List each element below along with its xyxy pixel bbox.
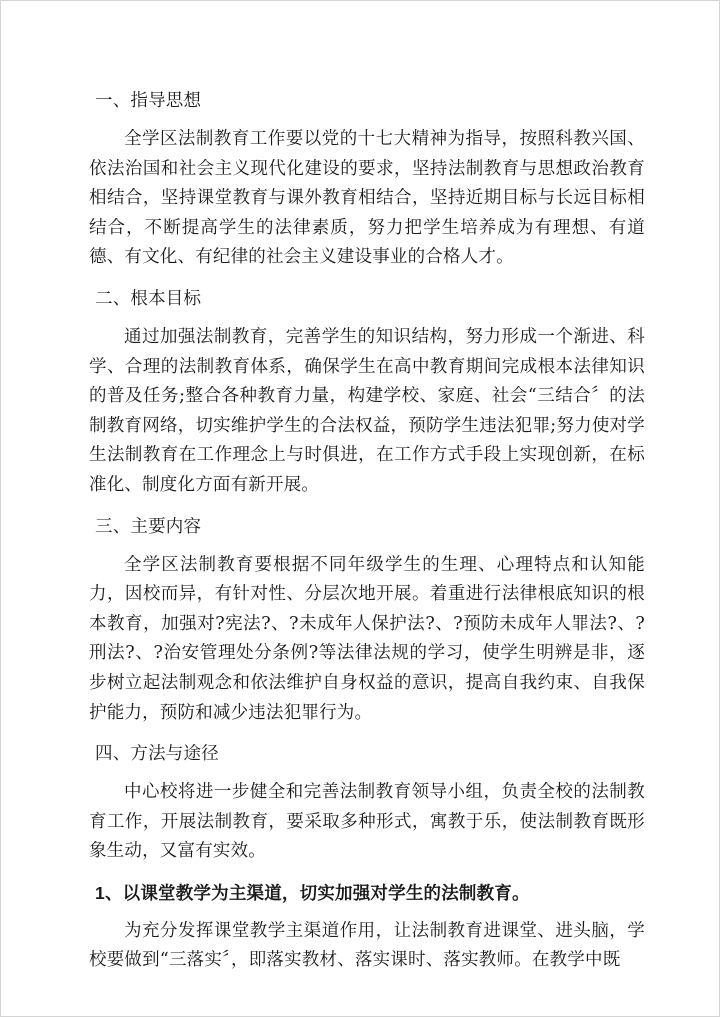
section-heading-basic-goals: 二、根本目标 <box>95 288 202 309</box>
section-paragraph-basic-goals: 通过加强法制教育，完善学生的知识结构，努力形成一个渐进、科学、合理的法制教育体系，确保学生在高中教育期间完成根本法律知识的普及任务;整合各种教育力量，构建学校、家庭、社会“三结合〞的法制教育网络，切实维护学生的合法权益，预防学生违法犯罪;努力使对学生法制教育在工作理念上与时俱进，在工作方式手段上实现创新，在标准化、制度化方面有新开展。 <box>89 326 645 495</box>
section-paragraph-guiding-ideology: 全学区法制教育工作要以党的十七大精神为指导，按照科教兴国、依法治国和社会主义现代化建设的要求，坚持法制教育与思想政治教育相结合，坚持课堂教育与课外教育相结合，坚持近期目标与长远目标相结合，不断提高学生的法律素质，努力把学生培养成为有理想、有道德、有文化、有纪律的社会主义建设事业的合格人才。 <box>89 129 645 268</box>
spacer <box>89 314 645 323</box>
subsection-title: 、以课堂教学为主渠道，切实加强对学生的法制教育。 <box>104 883 530 904</box>
subsection-number: 1 <box>95 882 105 903</box>
section-paragraph-methods: 中心校将进一步健全和完善法制教育领导小组，负责全校的法制教育工作，开展法制教育，要采取多种形式，寓教于乐，使法制教育既形象生动，又富有实效。 <box>89 782 645 862</box>
spacer <box>89 867 645 878</box>
section-heading-guiding-ideology: 一、指导思想 <box>95 91 202 111</box>
subsection-paragraph: 为充分发挥课堂教学主渠道作用，让法制教育进课堂、进头脑，学校要做到“三落实〞，即落实教材、落实课时、落实教师。在教学中既 <box>89 920 645 971</box>
spacer <box>89 908 645 917</box>
section-paragraph-main-content: 全学区法制教育要根据不同年级学生的生理、心理特点和认知能力，因校而异，有针对性、分层次地开展。着重进行法律根底知识的根本教育，加强对?宪法?、?未成年人保护法?、?预防未成年人罪法?、?刑法?、?治安管理处分条例?等法律法规的学习，使学生明辨是非，逐步树立起法制观念和依法维护自身权益的意识，提高自我约束、自我保护能力，预防和减少违法犯罪行为。 <box>89 554 645 723</box>
spacer <box>89 728 645 739</box>
spacer <box>89 501 645 512</box>
spacer <box>89 273 645 284</box>
subsection-heading <box>89 878 645 908</box>
section-heading-main-content: 三、主要内容 <box>95 516 202 537</box>
section-heading-methods: 四、方法与途径 <box>95 744 219 765</box>
spacer <box>89 116 645 125</box>
spacer <box>89 769 645 778</box>
spacer <box>89 542 645 551</box>
document-body <box>89 86 645 976</box>
